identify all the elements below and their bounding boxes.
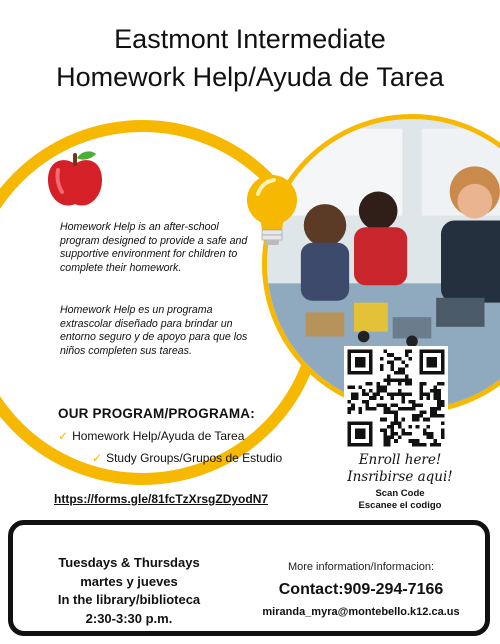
program-item-label: Study Groups/Grupos de Estudio [106, 451, 283, 465]
check-icon: ✓ [92, 451, 103, 465]
program-item-label: Homework Help/Ayuda de Tarea [72, 429, 245, 443]
schedule [44, 554, 214, 628]
page-title: Eastmont Intermediate [114, 24, 386, 54]
contact-phone: Contact:909-294-7166 [278, 581, 444, 598]
scan-spanish: Escanee el codigo [358, 500, 442, 511]
description-spanish: Homework Help es un programa extrascolar diseñado para brindar un entorno seguro y de apoyo para que los niños completen sus tareas. [60, 304, 248, 357]
more-info-label: More information/Informacion: [287, 561, 435, 573]
enroll-text [340, 452, 460, 486]
schedule-days-english: Tuesdays & Thursdays [58, 555, 200, 570]
contact-email[interactable]: miranda_myra@montebello.k12.ca.us [262, 606, 460, 618]
scan-english: Scan Code [375, 488, 425, 499]
schedule-time: 2:30-3:30 p.m. [85, 610, 173, 626]
check-icon: ✓ [58, 429, 69, 443]
apple-icon [46, 148, 104, 210]
page-subtitle: Homework Help/Ayuda de Tarea [56, 62, 444, 92]
enroll-form-link[interactable]: https://forms.gle/81fcTzXrsgZDyodN7 [54, 492, 269, 506]
program-item [58, 429, 244, 443]
qr-code-icon[interactable] [344, 346, 448, 450]
scan-instructions [338, 488, 462, 512]
enroll-line-spanish: Insribirse aqui! [347, 469, 453, 485]
description-english: Homework Help is an after-school program designed to provide a safe and supportive environment for children to complete their homework. [60, 221, 248, 274]
schedule-location: In the library/biblioteca [57, 592, 201, 607]
program-heading: OUR PROGRAM/PROGRAMA: [58, 406, 255, 421]
schedule-days-spanish: martes y jueves [80, 573, 178, 589]
program-item [92, 451, 282, 465]
enroll-line-english: Enroll here! [358, 452, 442, 468]
